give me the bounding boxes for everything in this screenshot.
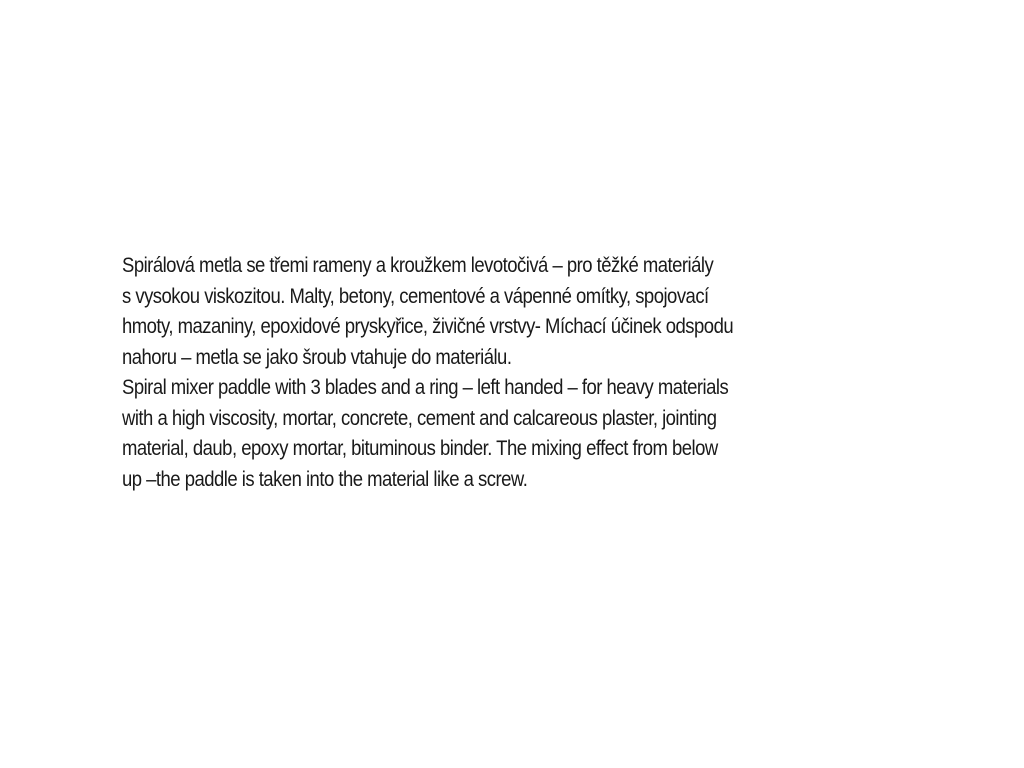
czech-description-line: Spirálová metla se třemi rameny a kroužkem levotočivá – pro těžké materiály	[122, 253, 714, 277]
english-description-line: up –the paddle is taken into the material like a screw.	[122, 466, 528, 491]
czech-description-line: s vysokou viskozitou. Malty, betony, cementové a vápenné omítky, spojovací	[122, 283, 709, 308]
czech-description-line: hmoty, mazaniny, epoxidové pryskyřice, živičné vrstvy- Míchací účinek odspodu	[122, 314, 734, 338]
english-description-line: material, daub, epoxy mortar, bituminous binder. The mixing effect from below	[122, 436, 718, 460]
english-description-line: with a high viscosity, mortar, concrete, cement and calcareous plaster, jointing	[122, 405, 717, 430]
english-description-line: Spiral mixer paddle with 3 blades and a ring – left handed – for heavy materials	[122, 375, 729, 399]
czech-description	[122, 250, 810, 372]
english-description	[122, 372, 810, 494]
czech-description-line: nahoru – metla se jako šroub vtahuje do materiálu.	[122, 344, 512, 369]
product-description	[122, 250, 810, 494]
